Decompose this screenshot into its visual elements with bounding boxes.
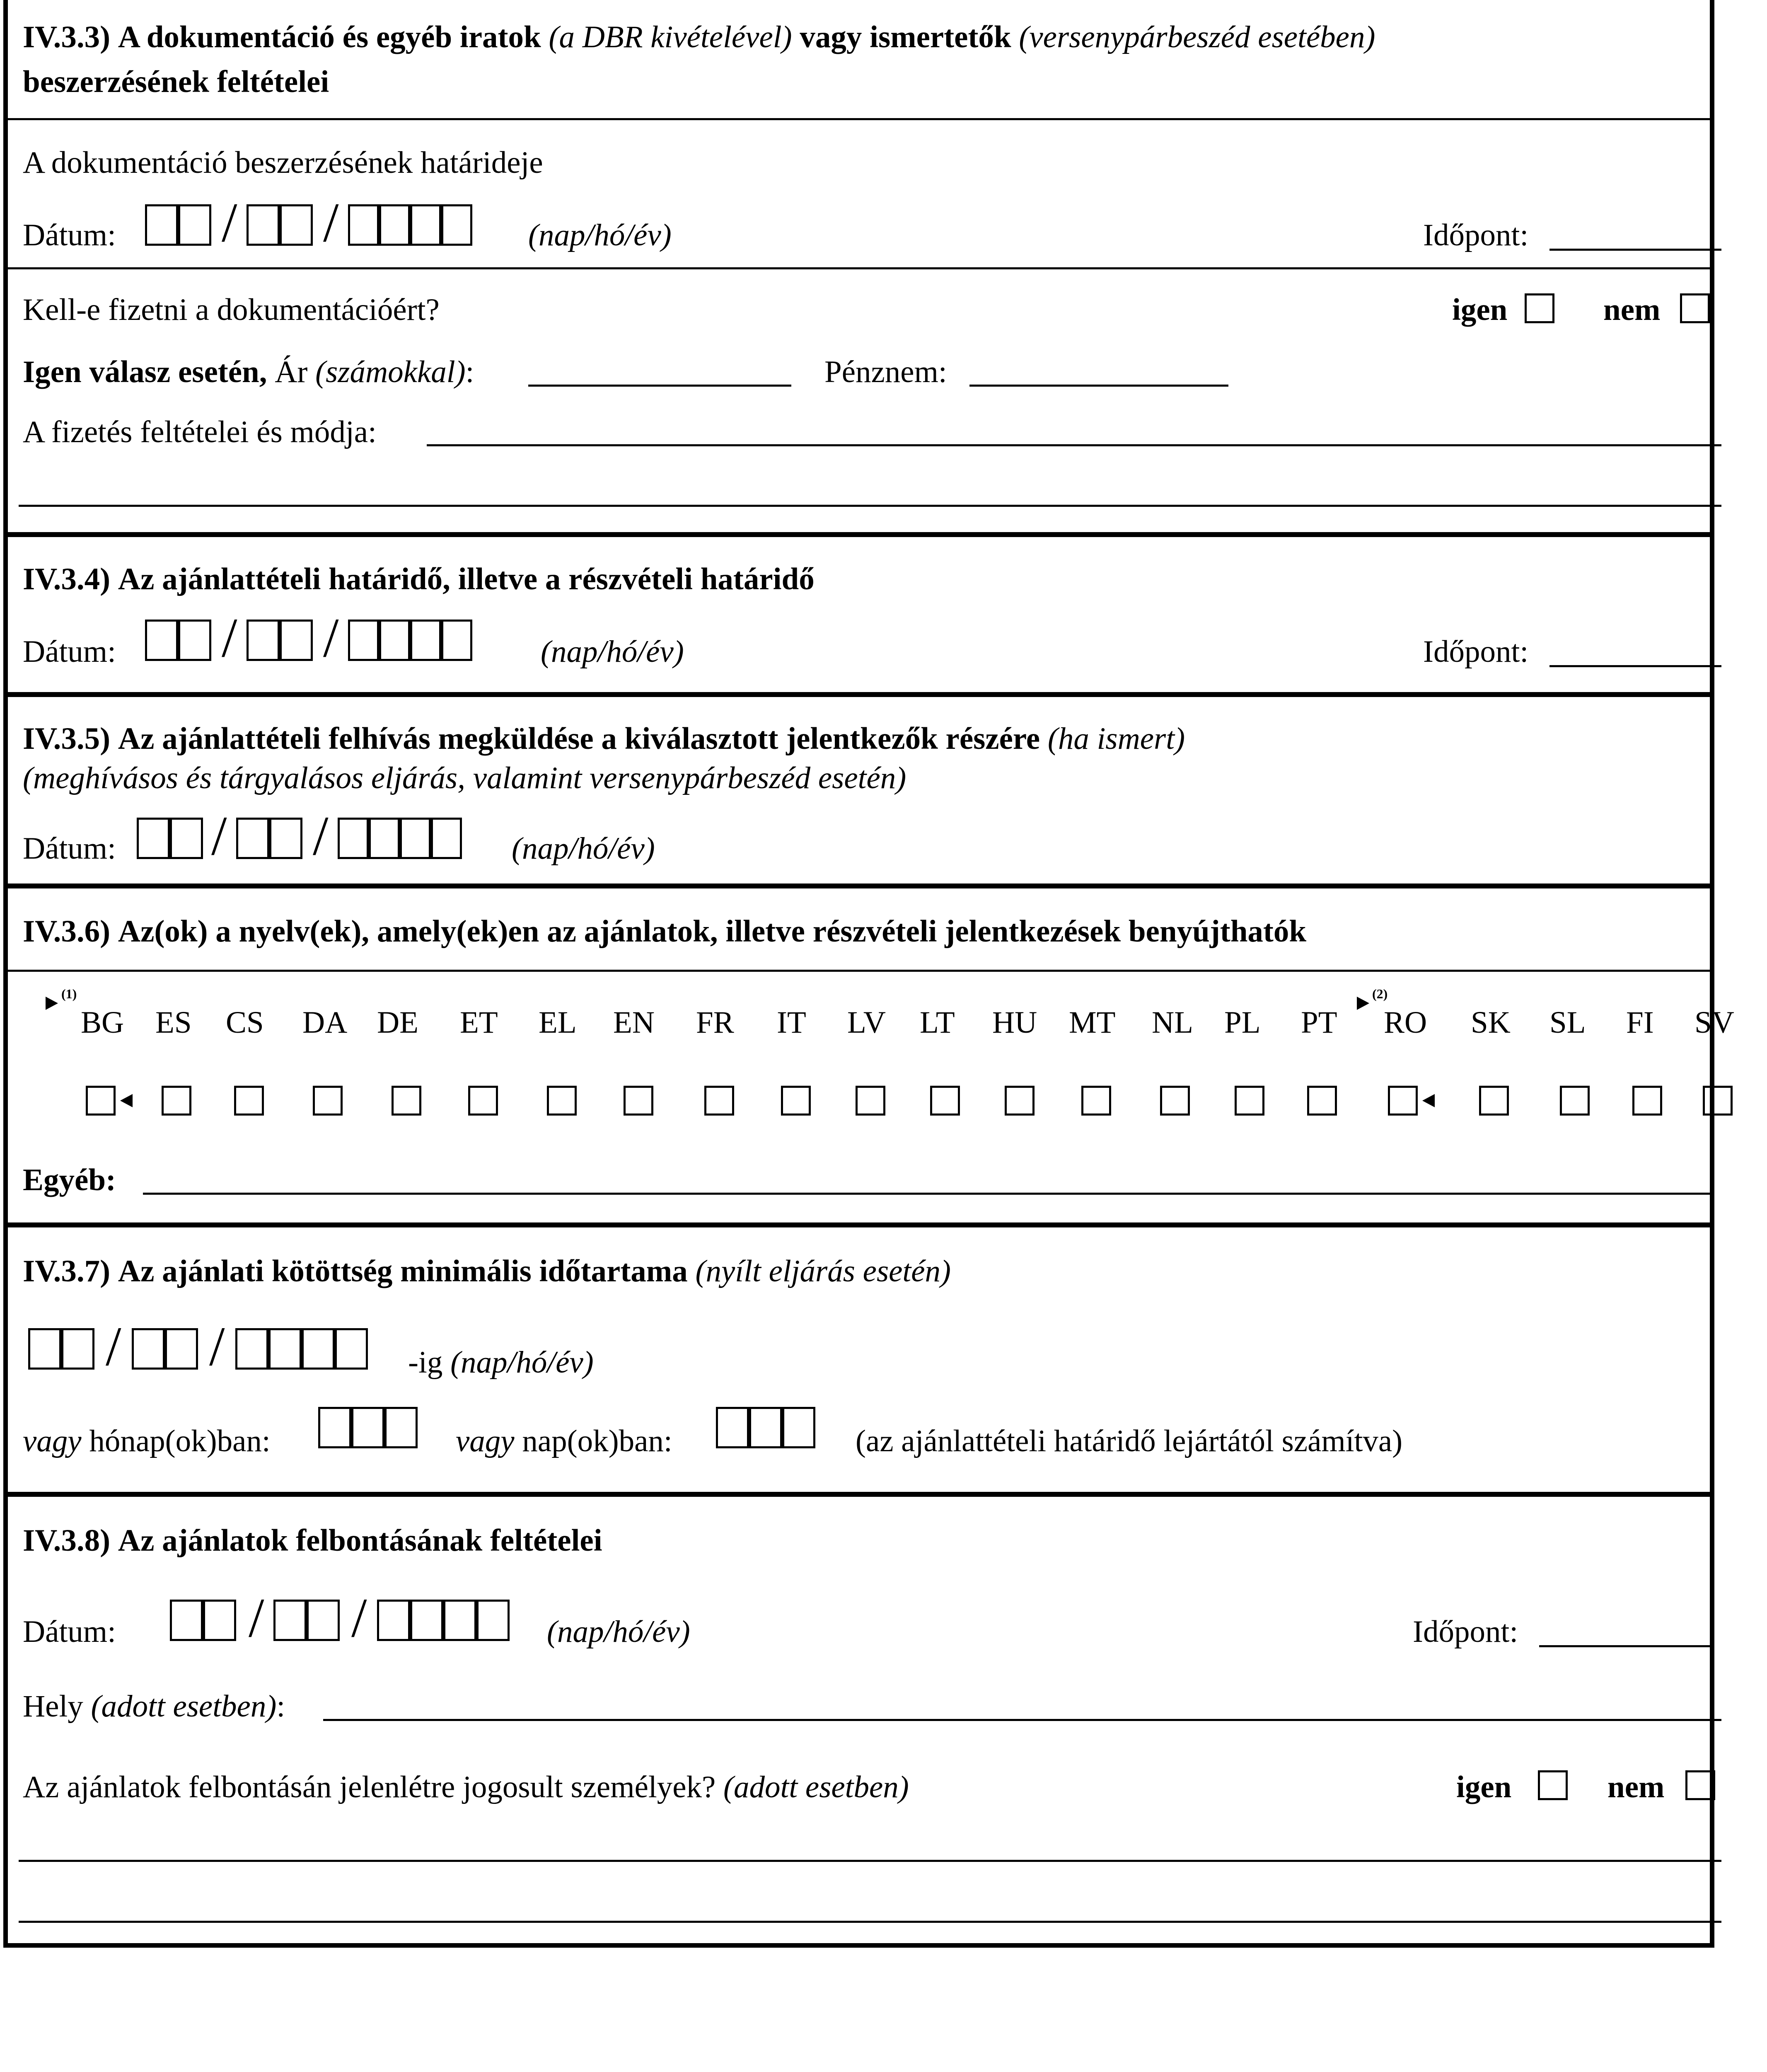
currency-label: Pénznem: xyxy=(824,355,947,389)
pointer-arrow-icon xyxy=(120,1094,133,1107)
marker-arrow-icon xyxy=(1357,997,1369,1010)
section-title: IV.3.6) Az(ok) a nyelv(ek), amely(ek)en az ajánlatok, illetve részvételi jelentkezések benyújthatók xyxy=(23,914,1307,949)
lang-label: LT xyxy=(920,1005,955,1040)
months-label: vagy hónap(ok)ban: xyxy=(23,1424,271,1458)
lang-label: CS xyxy=(226,1005,264,1040)
price-label: Igen válasz esetén, Ár (számokkal): xyxy=(23,355,474,389)
lang-label: EL xyxy=(539,1005,577,1040)
divider xyxy=(3,118,1714,120)
lang-label: PT xyxy=(1301,1005,1337,1040)
pointer-arrow-icon xyxy=(1422,1094,1435,1107)
lang-checkbox[interactable] xyxy=(1160,1086,1190,1116)
lang-checkbox[interactable] xyxy=(1235,1086,1264,1116)
lang-checkbox[interactable] xyxy=(86,1086,116,1116)
footnote-ref: (2) xyxy=(1372,986,1388,1001)
lang-label: FR xyxy=(696,1005,734,1040)
lang-label: DE xyxy=(377,1005,418,1040)
lang-checkbox[interactable] xyxy=(1560,1086,1590,1116)
yes-label: igen xyxy=(1452,293,1508,327)
lang-checkbox[interactable] xyxy=(1081,1086,1111,1116)
lang-checkbox[interactable] xyxy=(547,1086,577,1116)
persons-field[interactable] xyxy=(19,1860,1721,1862)
section-title: IV.3.3) A dokumentáció és egyéb iratok (a DBR kivételével) vagy ismertetők (versenypárbeszéd esetében) xyxy=(23,20,1375,54)
lang-checkbox[interactable] xyxy=(930,1086,960,1116)
no-label: nem xyxy=(1607,1770,1665,1804)
lang-label: FI xyxy=(1626,1005,1654,1040)
lang-label: IT xyxy=(777,1005,806,1040)
section-divider xyxy=(3,884,1714,888)
lang-label: SL xyxy=(1549,1005,1586,1040)
no-label: nem xyxy=(1603,293,1661,327)
currency-field[interactable] xyxy=(969,385,1228,387)
lang-checkbox[interactable] xyxy=(1479,1086,1509,1116)
section-title: IV.3.5) Az ajánlattételi felhívás megküldése a kiválasztott jelentkezők részére (ha ismert) xyxy=(23,721,1185,756)
deadline-label: A dokumentáció beszerzésének határideje xyxy=(23,145,543,180)
lang-label: DA xyxy=(302,1005,348,1040)
date-format: (nap/hó/év) xyxy=(541,634,684,669)
lang-checkbox[interactable] xyxy=(781,1086,811,1116)
persons-label: Az ajánlatok felbontásán jelenlétre jogosult személyek? (adott esetben) xyxy=(23,1770,909,1804)
marker-arrow-icon xyxy=(46,997,58,1010)
date-label: Dátum: xyxy=(23,218,116,252)
lang-label: HU xyxy=(992,1005,1037,1040)
lang-checkbox[interactable] xyxy=(624,1086,653,1116)
date-format: (nap/hó/év) xyxy=(512,831,655,866)
lang-checkbox[interactable] xyxy=(1307,1086,1337,1116)
payment-question: Kell-e fizetni a dokumentációért? xyxy=(23,293,440,327)
section-divider xyxy=(3,692,1714,697)
time-field[interactable] xyxy=(1549,249,1721,251)
time-label: Időpont: xyxy=(1423,218,1529,252)
days-label: vagy nap(ok)ban: xyxy=(456,1424,672,1458)
payment-terms-label: A fizetés feltételei és módja: xyxy=(23,415,377,449)
price-field[interactable] xyxy=(528,385,791,387)
section-divider xyxy=(3,532,1714,537)
lang-label: NL xyxy=(1152,1005,1193,1040)
from-note: (az ajánlattételi határidő lejártától számítva) xyxy=(856,1424,1403,1458)
other-label: Egyéb: xyxy=(23,1163,116,1197)
payment-terms-field-2[interactable] xyxy=(19,505,1721,507)
lang-checkbox[interactable] xyxy=(1005,1086,1035,1116)
no-checkbox[interactable] xyxy=(1680,293,1710,323)
date-label: Dátum: xyxy=(23,831,116,866)
lang-label: MT xyxy=(1069,1005,1116,1040)
lang-label: ET xyxy=(460,1005,498,1040)
lang-checkbox[interactable] xyxy=(468,1086,498,1116)
date-format: (nap/hó/év) xyxy=(528,218,672,252)
section-title: IV.3.4) Az ajánlattételi határidő, illetve a részvételi határidő xyxy=(23,562,815,596)
lang-label: ES xyxy=(155,1005,192,1040)
section-divider xyxy=(3,1492,1714,1497)
lang-checkbox[interactable] xyxy=(704,1086,734,1116)
payment-terms-field[interactable] xyxy=(427,444,1721,446)
section-note: (meghívásos és tárgyalásos eljárás, valamint versenypárbeszéd esetén) xyxy=(23,761,906,795)
lang-checkbox[interactable] xyxy=(1388,1086,1418,1116)
date-label: Dátum: xyxy=(23,634,116,669)
lang-label: BG xyxy=(81,1005,124,1040)
no-checkbox[interactable] xyxy=(1685,1770,1715,1800)
yes-checkbox[interactable] xyxy=(1538,1770,1568,1800)
section-divider xyxy=(3,1222,1714,1227)
place-field[interactable] xyxy=(323,1719,1721,1721)
lang-label: PL xyxy=(1224,1005,1261,1040)
lang-checkbox[interactable] xyxy=(162,1086,191,1116)
time-label: Időpont: xyxy=(1413,1615,1518,1649)
place-label: Hely (adott esetben): xyxy=(23,1689,285,1723)
lang-checkbox[interactable] xyxy=(392,1086,421,1116)
other-field[interactable] xyxy=(143,1193,1713,1195)
time-field[interactable] xyxy=(1549,665,1721,667)
lang-checkbox[interactable] xyxy=(234,1086,264,1116)
yes-label: igen xyxy=(1456,1770,1512,1804)
divider xyxy=(3,267,1714,269)
lang-checkbox[interactable] xyxy=(1632,1086,1662,1116)
lang-checkbox[interactable] xyxy=(1703,1086,1733,1116)
persons-field-2[interactable] xyxy=(19,1921,1721,1923)
form-frame xyxy=(3,0,1714,1948)
time-label: Időpont: xyxy=(1423,634,1529,669)
time-field[interactable] xyxy=(1539,1645,1713,1647)
divider xyxy=(3,970,1714,972)
date-format: (nap/hó/év) xyxy=(547,1615,690,1649)
lang-label: SV xyxy=(1694,1005,1734,1040)
section-title: IV.3.8) Az ajánlatok felbontásának feltételei xyxy=(23,1523,602,1558)
lang-label: LV xyxy=(847,1005,886,1040)
lang-label: RO xyxy=(1384,1005,1427,1040)
lang-label: EN xyxy=(613,1005,655,1040)
yes-checkbox[interactable] xyxy=(1525,293,1554,323)
date-suffix: -ig (nap/hó/év) xyxy=(408,1345,594,1380)
lang-label: SK xyxy=(1471,1005,1511,1040)
footnote-ref: (1) xyxy=(61,986,77,1001)
section-title: IV.3.7) Az ajánlati kötöttség minimális időtartama (nyílt eljárás esetén) xyxy=(23,1254,951,1288)
date-label: Dátum: xyxy=(23,1615,116,1649)
lang-checkbox[interactable] xyxy=(313,1086,343,1116)
lang-checkbox[interactable] xyxy=(856,1086,885,1116)
section-title-cont: beszerzésének feltételei xyxy=(23,65,329,99)
